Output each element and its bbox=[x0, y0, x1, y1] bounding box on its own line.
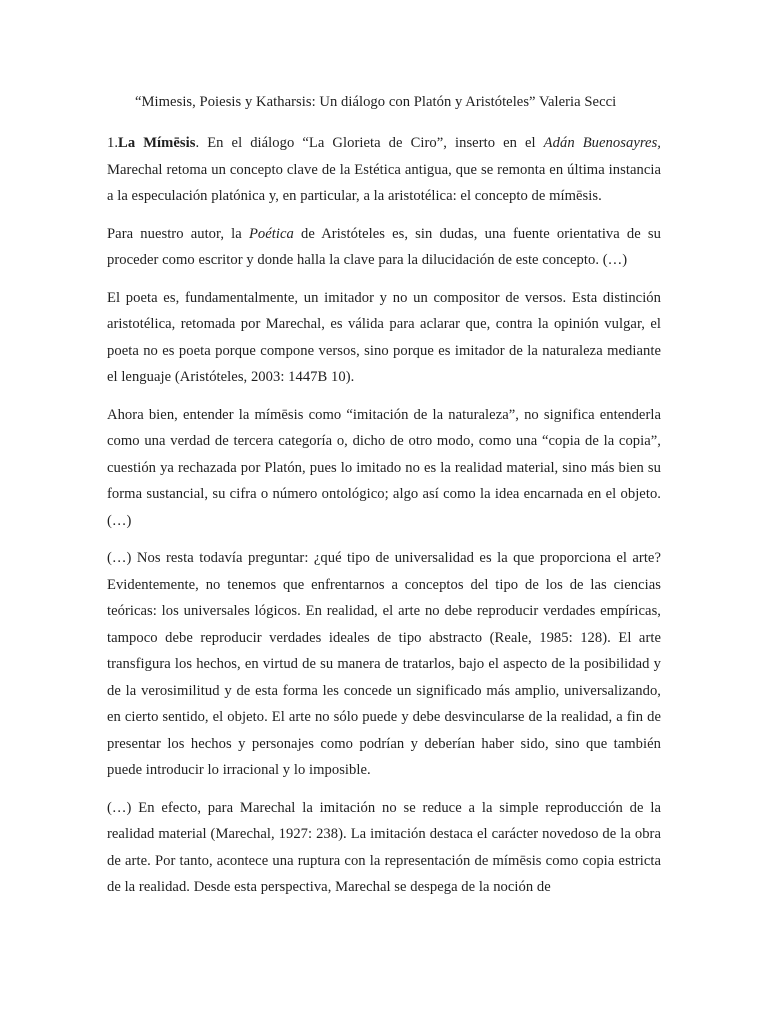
section-number: 1. bbox=[107, 135, 119, 151]
paragraph-6: (…) En efecto, para Marechal la imitación no se reduce a la simple reproducción de la realidad material (Marechal, 1927: 238). La imitación destaca el carácter novedoso de la obra de arte. Por tanto, acontece una ruptura con la representación de mímēsis como copia estricta de la realidad. Desde esta perspectiva, Marechal se despega de la noción de bbox=[107, 799, 661, 895]
book-title-adan-buenosayres: Adán Buenosayres, bbox=[543, 135, 661, 151]
paragraph-4: Ahora bien, entender la mímēsis como “imitación de la naturaleza”, no significa entenderla como una verdad de tercera categoría o, dicho de otro modo, como una “copia de la copia”, cuestión ya rechazada por Platón, pues lo imitado no es la realidad material, sino más bien su forma sustancial, su cifra o número ontológico; algo así como la idea encarnada en el objeto. (…) bbox=[107, 406, 661, 529]
paragraph-1 bbox=[107, 130, 661, 210]
paragraph-3: El poeta es, fundamentalmente, un imitador y no un compositor de versos. Esta distinción aristotélica, retomada por Marechal, es válida para aclarar que, contra la opinión vulgar, el poeta no es poeta porque compone versos, sino porque es imitador de la naturaleza mediante el lenguaje (Aristóteles, 2003: 1447B 10). bbox=[107, 289, 661, 385]
paragraph-1-text-b: Marechal retoma un concepto clave de la Estética antigua, que se remonta en última instancia a la especulación platónica y, en particular, a la aristotélica: el concepto de mímēsis. bbox=[107, 161, 661, 204]
book-title-poetica: Poética bbox=[248, 225, 294, 242]
paragraph-1-text-a: . En el diálogo “La Glorieta de Ciro”, inserto en el bbox=[195, 135, 544, 151]
document-title: “Mimesis, Poiesis y Katharsis: Un diálogo con Platón y Aristóteles” Valeria Secci bbox=[135, 94, 617, 110]
document-body bbox=[107, 89, 661, 912]
paragraph-2 bbox=[107, 221, 661, 274]
paragraph-5: (…) Nos resta todavía preguntar: ¿qué tipo de universalidad es la que proporciona el arte? Evidentemente, no tenemos que enfrentarnos a conceptos del tipo de los de las ciencias teóricas: los universales lógicos. En realidad, el arte no debe reproducir verdades empíricas, tampoco debe reproducir verdades ideales de tipo abstracto (Reale, 1985: 128). El arte transfigura los hechos, en virtud de su manera de tratarlos, bajo el aspecto de la posibilidad y de la verosimilitud y de esta forma les concede un significado más amplio, universalizando, en cierto sentido, el objeto. El arte no sólo puede y debe desvincularse de la realidad, a fin de presentar los hechos y personajes como podrían y deberían haber sido, sino que también puede introducir lo irracional y lo imposible. bbox=[107, 550, 661, 778]
paragraph-2-text-b: de Aristóteles es, sin dudas, una fuente orientativa de su proceder como escritor y donde halla la clave para la dilucidación de este concepto. (…) bbox=[107, 225, 661, 268]
paragraph-2-text-a: Para nuestro autor, la bbox=[107, 225, 249, 242]
section-heading: La Mímēsis bbox=[118, 135, 196, 151]
